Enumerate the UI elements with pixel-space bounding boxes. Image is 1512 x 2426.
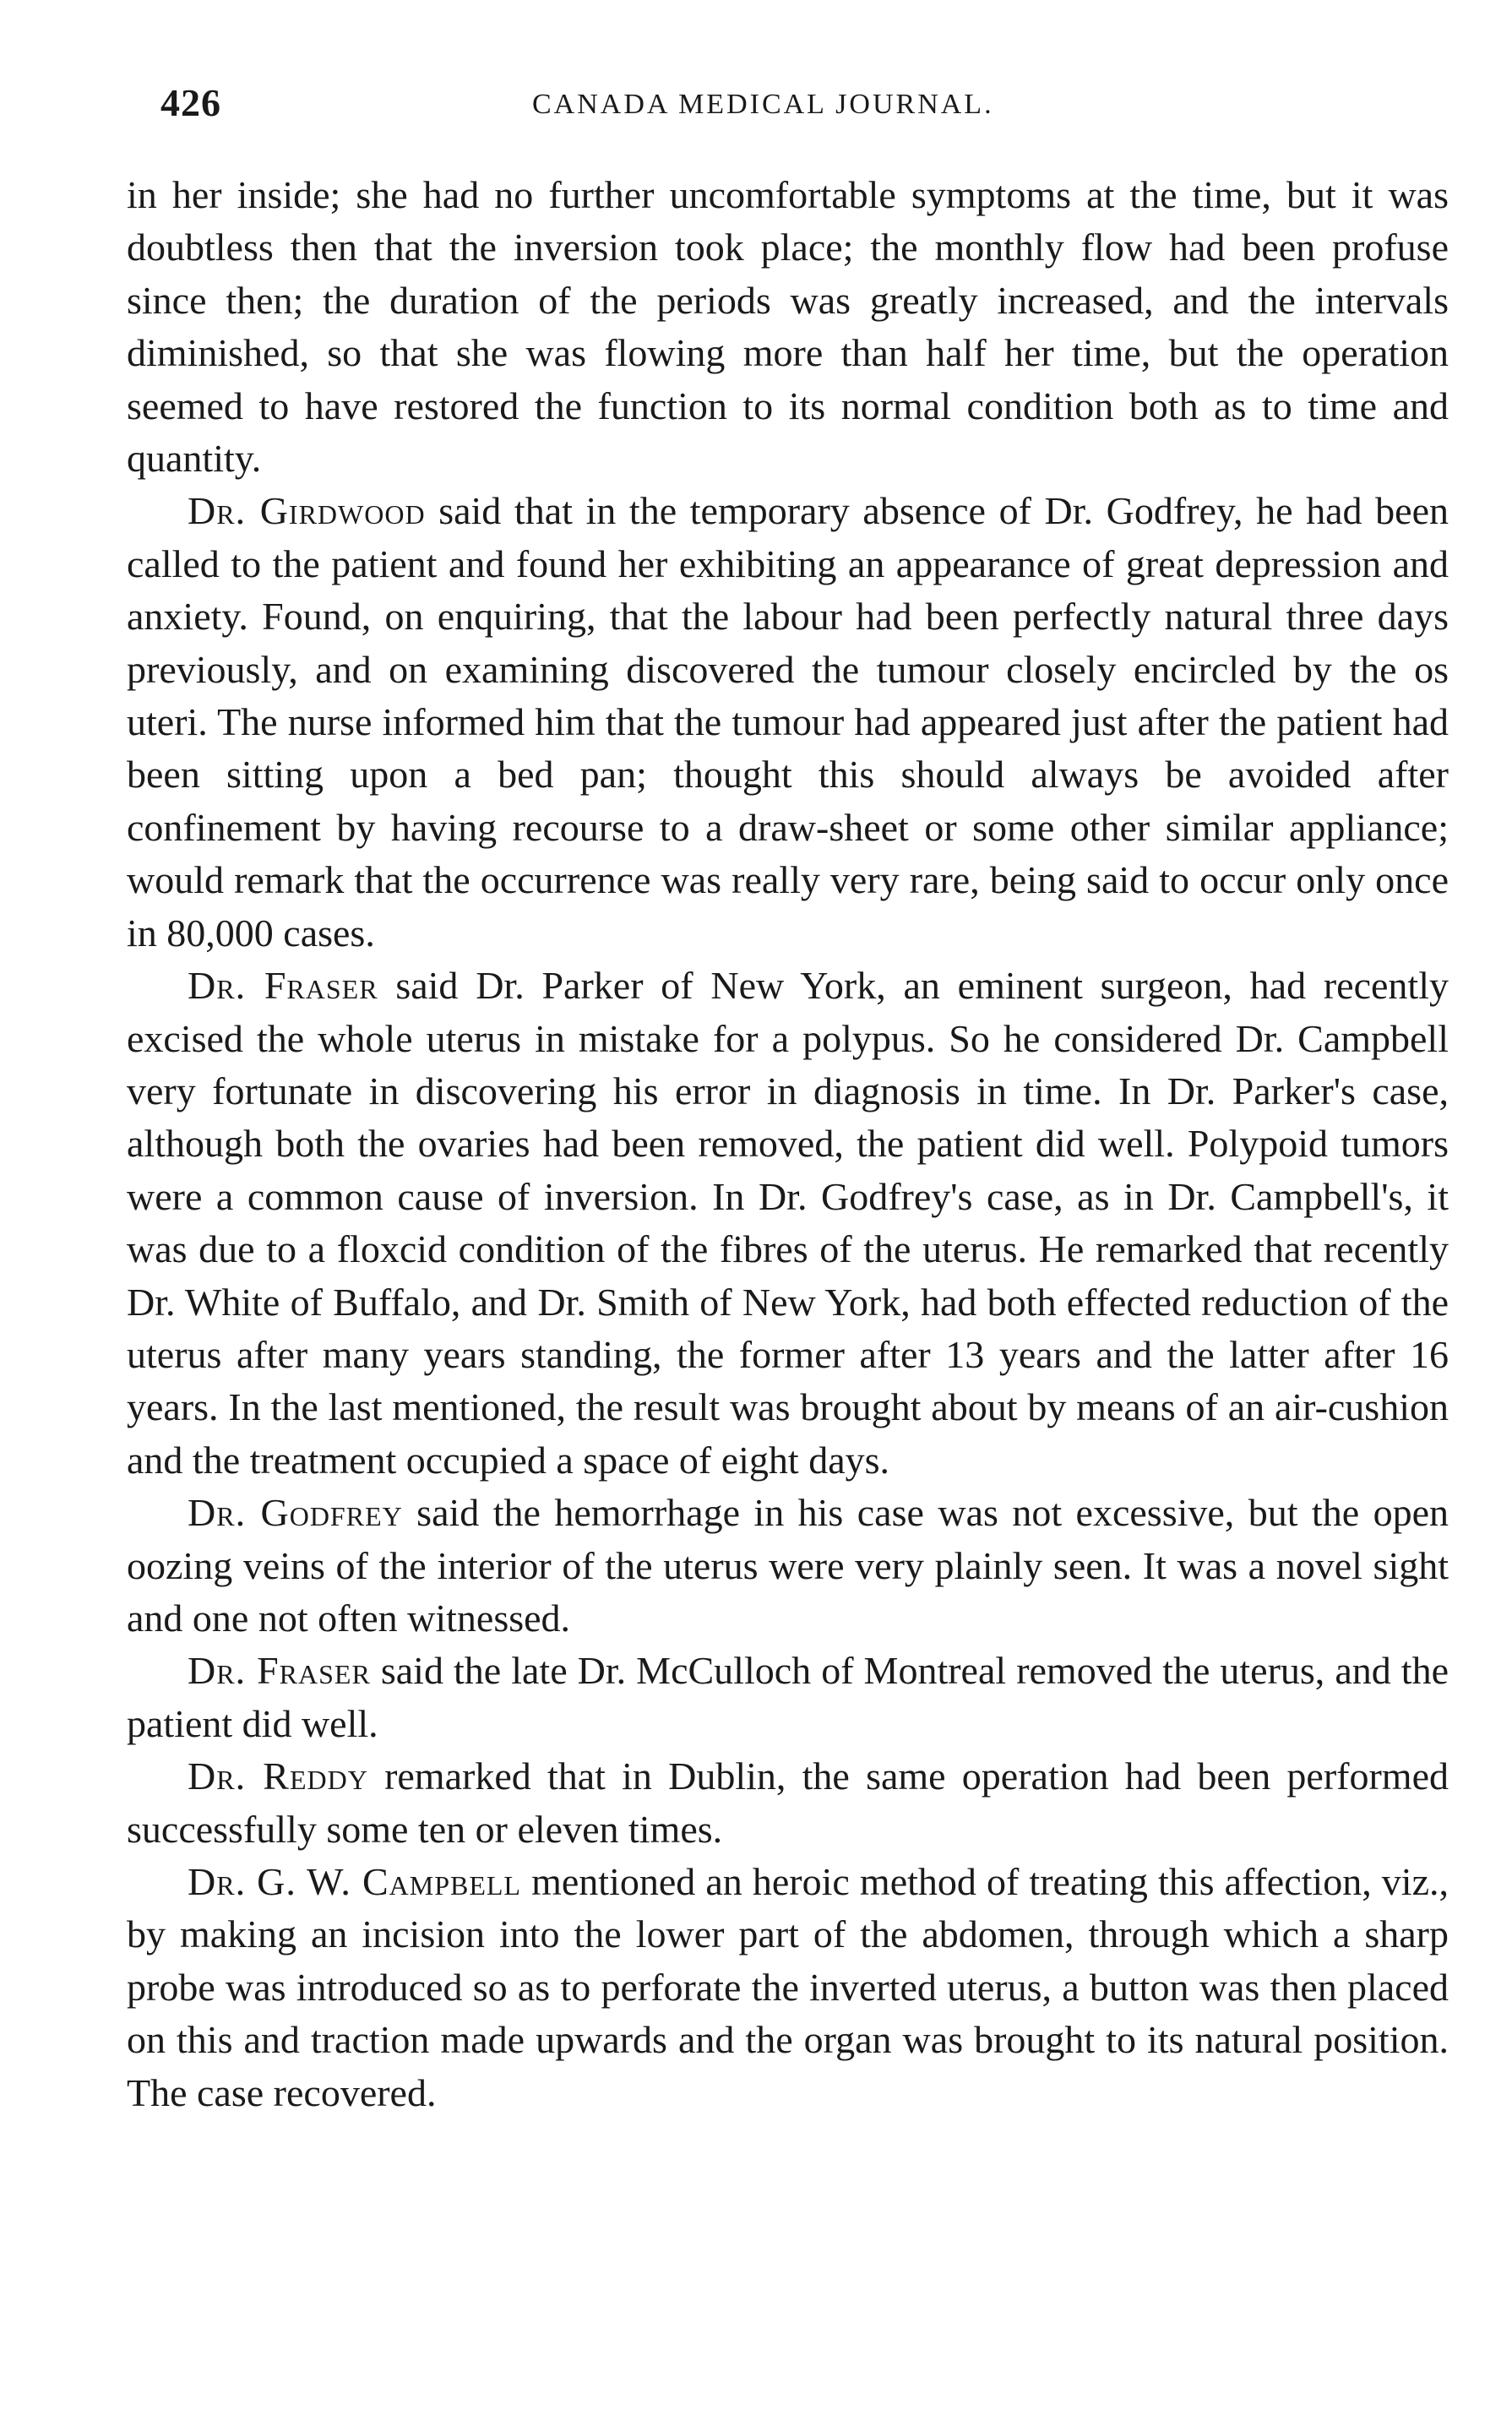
speaker-name: Dr. Godfrey [188, 1491, 403, 1535]
paragraph-text: mentioned an heroic method of treating this affection, viz., by making an incision into the lower part of the abdomen, through which a sharp probe was introduced so as to perforate the inverted uterus, a button was then placed on this and traction made upwards and the organ was brought to its natural position. The case recovered. [127, 1860, 1449, 2114]
paragraph-text: said the late Dr. McCulloch of Montreal removed the uterus, and the patient did well. [127, 1649, 1449, 1745]
speaker-name: Dr. Fraser [188, 1649, 371, 1693]
paragraph-fraser-second [127, 1645, 1449, 1750]
paragraph-reddy [127, 1750, 1449, 1856]
paragraph-text: said Dr. Parker of New York, an eminent surgeon, had recently excised the whole uterus in mistake for a polypus. So he considered Dr. Campbell very fortunate in discovering his error in diagnosis in time. In Dr. Parker's case, although both the ovaries had been removed, the patient did well. Polypoid tumors were a common cause of inversion. In Dr. Godfrey's case, as in Dr. Campbell's, it was due to a floxcid condition of the fibres of the uterus. He remarked that recently Dr. White of Buffalo, and Dr. Smith of New York, had both effected reduction of the uterus after many years standing, the former after 13 years and the latter after 16 years. In the last mentioned, the result was brought about by means of an air-cushion and the treatment occupied a space of eight days. [127, 964, 1449, 1482]
speaker-name: Dr. G. W. Campbell [188, 1860, 521, 1903]
paragraph-fraser [127, 960, 1449, 1487]
article-body [127, 169, 1449, 2119]
page-number: 426 [160, 81, 221, 124]
running-head: CANADA MEDICAL JOURNAL. [532, 89, 994, 120]
paragraph-campbell [127, 1856, 1449, 2119]
paragraph-girdwood [127, 485, 1449, 960]
paragraph-continuation [127, 169, 1449, 485]
paragraph-text: said that in the temporary absence of Dr. Godfrey, he had been called to the patient and found her exhibiting an appearance of great depression and anxiety. Found, on enquiring, that the labour had been perfectly natural three days previously, and on examining discovered the tumour closely encircled by the os uteri. The nurse informed him that the tumour had appeared just after the patient had been sitting upon a bed pan; thought this should always be avoided after confinement by having recourse to a draw-sheet or some other similar appliance; would remark that the occurrence was really very rare, being said to occur only once in 80,000 cases. [127, 489, 1449, 955]
speaker-name: Dr. Fraser [188, 964, 378, 1008]
page-header [160, 78, 1444, 137]
speaker-name: Dr. Reddy [188, 1754, 368, 1798]
paragraph-text: remarked that in Dublin, the same operation had been performed successfully some ten or eleven times. [127, 1754, 1449, 1851]
speaker-name: Dr. Girdwood [188, 489, 426, 533]
paragraph-text: in her inside; she had no further uncomfortable symptoms at the time, but it was doubtless then that the inversion took place; the monthly flow had been profuse since then; the duration of the periods was greatly increased, and the intervals diminished, so that she was flowing more than half her time, but the operation seemed to have restored the function to its normal condition both as to time and quantity. [127, 173, 1449, 481]
paragraph-text: said the hemorrhage in his case was not excessive, but the open oozing veins of the interior of the uterus were very plainly seen. It was a novel sight and one not often witnessed. [127, 1491, 1449, 1640]
paragraph-godfrey [127, 1487, 1449, 1645]
